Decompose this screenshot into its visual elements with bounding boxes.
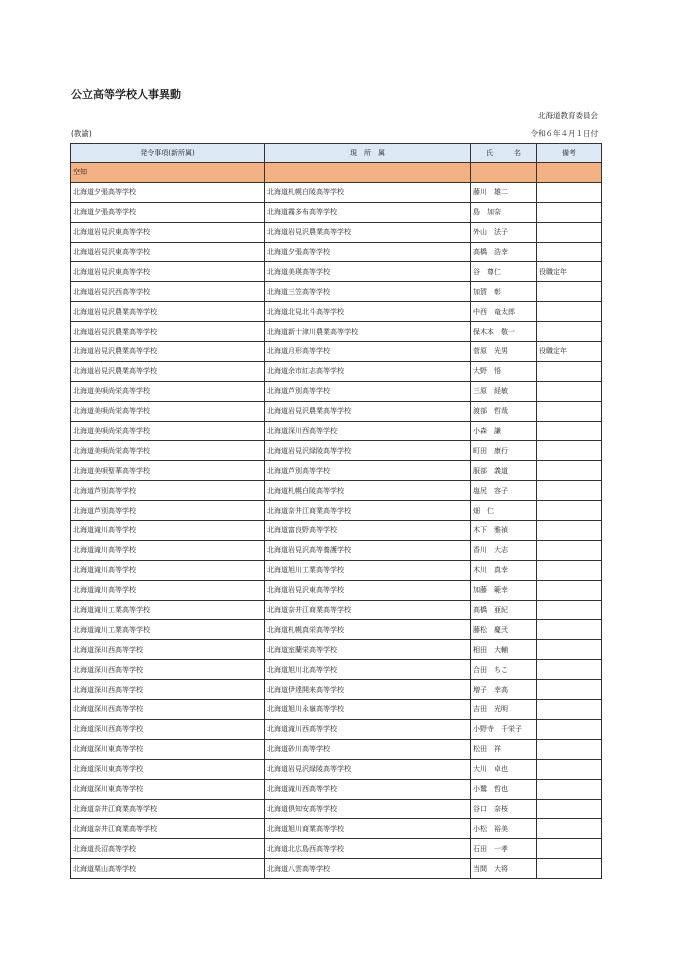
cell-current-post: 北海道滝川西高等学校: [265, 719, 471, 739]
table-row: [71, 739, 602, 759]
table-row: [71, 640, 602, 660]
cell-current-post: 北海道北広島西高等学校: [265, 839, 471, 859]
cell-current-post: 北海道旭川工業高等学校: [265, 560, 471, 580]
cell-remarks: [537, 839, 602, 859]
cell-current-post: 北海道芦別高等学校: [265, 381, 471, 401]
effective-date: 令和６年４月１日付: [530, 129, 598, 138]
cell-name: 保木本 敬一: [471, 322, 537, 342]
table-row: [71, 660, 602, 680]
cell-current-post: 北海道岩見沢東高等学校: [265, 580, 471, 600]
table-row: [71, 441, 602, 461]
cell-new-post: 北海道長沼高等学校: [71, 839, 265, 859]
cell-current-post: 北海道札幌白陵高等学校: [265, 182, 471, 202]
cell-new-post: 北海道芦別高等学校: [71, 501, 265, 521]
cell-name: 大野 悟: [471, 361, 537, 381]
table-row: [71, 521, 602, 541]
cell-current-post: 北海道岩見沢農業高等学校: [265, 222, 471, 242]
table-row: [71, 620, 602, 640]
cell-name: 加賀 彰: [471, 282, 537, 302]
cell-new-post: 北海道岩見沢東高等学校: [71, 242, 265, 262]
table-header: [71, 144, 602, 163]
table-row: [71, 342, 602, 362]
cell-new-post: 北海道深川西高等学校: [71, 640, 265, 660]
cell-new-post: 北海道滝川高等学校: [71, 560, 265, 580]
cell-name: 大川 卓也: [471, 759, 537, 779]
cell-new-post: 北海道深川東高等学校: [71, 779, 265, 799]
table-row: [71, 600, 602, 620]
cell-name: 藤松 慶弐: [471, 620, 537, 640]
cell-current-post: 北海道月形高等学校: [265, 342, 471, 362]
table-row: [71, 759, 602, 779]
table-row: [71, 839, 602, 859]
cell-name: 香川 大志: [471, 540, 537, 560]
table-row: [71, 859, 602, 879]
cell-new-post: 北海道岩見沢農業高等学校: [71, 361, 265, 381]
cell-current-post: 北海道富良野高等学校: [265, 521, 471, 541]
cell-new-post: 北海道滝川工業高等学校: [71, 600, 265, 620]
cell-new-post: 北海道深川西高等学校: [71, 660, 265, 680]
cell-remarks: [537, 282, 602, 302]
cell-remarks: [537, 799, 602, 819]
cell-remarks: [537, 759, 602, 779]
table-row: [71, 501, 602, 521]
cell-name: 谷口 奈桜: [471, 799, 537, 819]
cell-remarks: [537, 202, 602, 222]
cell-current-post: 北海道岩見沢高等養護学校: [265, 540, 471, 560]
cell-new-post: 北海道岩見沢東高等学校: [71, 222, 265, 242]
cell-new-post: 北海道深川西高等学校: [71, 680, 265, 700]
cell-new-post: 北海道美唄聖華高等学校: [71, 461, 265, 481]
cell-remarks: [537, 819, 602, 839]
cell-name: 石田 一孝: [471, 839, 537, 859]
cell-current-post: 北海道美瑛高等学校: [265, 262, 471, 282]
cell-remarks: [537, 242, 602, 262]
cell-remarks: [537, 302, 602, 322]
cell-new-post: 北海道深川西高等学校: [71, 719, 265, 739]
cell-name: 菅原 光男: [471, 342, 537, 362]
cell-current-post: 北海道岩見沢緑陵高等学校: [265, 441, 471, 461]
cell-new-post: 北海道深川東高等学校: [71, 759, 265, 779]
cell-current-post: 北海道旭川永嶺高等学校: [265, 700, 471, 720]
cell-remarks: [537, 421, 602, 441]
cell-name: 当間 大将: [471, 859, 537, 879]
cell-current-post: 北海道北見北斗高等学校: [265, 302, 471, 322]
table-row: [71, 282, 602, 302]
table-row: [71, 481, 602, 501]
cell-current-post: 北海道滝川西高等学校: [265, 779, 471, 799]
cell-current-post: 北海道余市紅志高等学校: [265, 361, 471, 381]
cell-new-post: 北海道岩見沢農業高等学校: [71, 322, 265, 342]
table-row: [71, 799, 602, 819]
cell-new-post: 北海道滝川高等学校: [71, 521, 265, 541]
cell-remarks: 役職定年: [537, 342, 602, 362]
table-row: [71, 242, 602, 262]
cell-name: 島 加奈: [471, 202, 537, 222]
cell-new-post: 北海道深川東高等学校: [71, 739, 265, 759]
cell-new-post: 北海道奈井江商業高等学校: [71, 799, 265, 819]
table-row: [71, 262, 602, 282]
region-row: [71, 163, 602, 183]
cell-current-post: 北海道芦別高等学校: [265, 461, 471, 481]
cell-name: 木下 雅禎: [471, 521, 537, 541]
table-row: [71, 700, 602, 720]
cell-remarks: [537, 700, 602, 720]
cell-current-post: 北海道旭川商業高等学校: [265, 819, 471, 839]
cell-new-post: 北海道夕張高等学校: [71, 202, 265, 222]
cell-current-post: 北海道伊達開来高等学校: [265, 680, 471, 700]
cell-remarks: [537, 640, 602, 660]
cell-current-post: 北海道岩見沢緑陵高等学校: [265, 759, 471, 779]
cell-new-post: 北海道芦別高等学校: [71, 481, 265, 501]
cell-new-post: 北海道美唄尚栄高等学校: [71, 421, 265, 441]
table-row: [71, 182, 602, 202]
cell-remarks: [537, 401, 602, 421]
table-row: [71, 779, 602, 799]
table-row: [71, 719, 602, 739]
cell-remarks: [537, 739, 602, 759]
cell-new-post: 北海道美唄尚栄高等学校: [71, 381, 265, 401]
col-name: 氏 名: [471, 144, 537, 163]
organization: 北海道教育委員会: [538, 111, 598, 120]
cell-name: 松田 祥: [471, 739, 537, 759]
table-row: [71, 421, 602, 441]
cell-current-post: 北海道夕張高等学校: [265, 242, 471, 262]
table-row: [71, 302, 602, 322]
cell-name: 小森 謙: [471, 421, 537, 441]
cell-current-post: 北海道新十津川農業高等学校: [265, 322, 471, 342]
cell-current-post: 北海道岩見沢農業高等学校: [265, 401, 471, 421]
cell-remarks: [537, 501, 602, 521]
cell-remarks: [537, 680, 602, 700]
cell-name: 畑 仁: [471, 501, 537, 521]
cell-name: 小鷲 哲也: [471, 779, 537, 799]
cell-remarks: [537, 859, 602, 879]
page-title: 公立高等学校人事異動: [71, 88, 181, 101]
table-row: [71, 322, 602, 342]
col-current-post: 現 所 属: [265, 144, 471, 163]
cell-remarks: [537, 620, 602, 640]
table-row: [71, 381, 602, 401]
cell-current-post: 北海道室蘭栄高等学校: [265, 640, 471, 660]
cell-name: 服部 義道: [471, 461, 537, 481]
cell-name: 谷 尊仁: [471, 262, 537, 282]
cell-current-post: 北海道奈井江商業高等学校: [265, 600, 471, 620]
cell-current-post: 北海道旭川北高等学校: [265, 660, 471, 680]
cell-name: 加藤 範幸: [471, 580, 537, 600]
cell-new-post: 北海道栗山高等学校: [71, 859, 265, 879]
cell-new-post: 北海道深川西高等学校: [71, 700, 265, 720]
cell-current-post: 北海道倶知安高等学校: [265, 799, 471, 819]
cell-remarks: [537, 580, 602, 600]
cell-name: 小松 裕美: [471, 819, 537, 839]
cell-current-post: 北海道霧多布高等学校: [265, 202, 471, 222]
cell-new-post: 北海道岩見沢農業高等学校: [71, 342, 265, 362]
cell-current-post: 北海道札幌白陵高等学校: [265, 481, 471, 501]
category-label: (教諭): [71, 129, 92, 138]
cell-remarks: [537, 779, 602, 799]
cell-remarks: [537, 361, 602, 381]
cell-remarks: [537, 322, 602, 342]
table-row: [71, 461, 602, 481]
cell-new-post: 北海道岩見沢農業高等学校: [71, 302, 265, 322]
cell-new-post: 北海道滝川工業高等学校: [71, 620, 265, 640]
cell-name: 町田 康行: [471, 441, 537, 461]
cell-current-post: 北海道砂川高等学校: [265, 739, 471, 759]
cell-name: 藤川 雄二: [471, 182, 537, 202]
table-row: [71, 680, 602, 700]
cell-remarks: [537, 719, 602, 739]
cell-remarks: [537, 481, 602, 501]
cell-name: 渡部 哲哉: [471, 401, 537, 421]
cell-new-post: 北海道奈井江商業高等学校: [71, 819, 265, 839]
table-row: [71, 819, 602, 839]
cell-remarks: [537, 660, 602, 680]
cell-remarks: [537, 600, 602, 620]
cell-remarks: [537, 381, 602, 401]
cell-current-post: 北海道札幌真栄高等学校: [265, 620, 471, 640]
cell-name: 塩尻 容子: [471, 481, 537, 501]
cell-name: 高橋 亜紀: [471, 600, 537, 620]
cell-current-post: 北海道奈井江商業高等学校: [265, 501, 471, 521]
cell-current-post: 北海道三笠高等学校: [265, 282, 471, 302]
cell-new-post: 北海道滝川高等学校: [71, 540, 265, 560]
cell-remarks: [537, 441, 602, 461]
table-row: [71, 540, 602, 560]
cell-name: 小野寺 千栄子: [471, 719, 537, 739]
cell-new-post: 北海道岩見沢西高等学校: [71, 282, 265, 302]
table-row: [71, 401, 602, 421]
cell-current-post: 北海道深川西高等学校: [265, 421, 471, 441]
cell-name: 高橋 浩幸: [471, 242, 537, 262]
cell-remarks: [537, 560, 602, 580]
region-label: 空知: [71, 163, 265, 183]
personnel-table: [70, 143, 602, 879]
cell-remarks: [537, 540, 602, 560]
cell-remarks: [537, 521, 602, 541]
cell-remarks: 役職定年: [537, 262, 602, 282]
table-row: [71, 361, 602, 381]
cell-name: 相田 大輔: [471, 640, 537, 660]
cell-name: 外山 法子: [471, 222, 537, 242]
cell-current-post: 北海道八雲高等学校: [265, 859, 471, 879]
cell-remarks: [537, 222, 602, 242]
cell-new-post: 北海道岩見沢東高等学校: [71, 262, 265, 282]
cell-remarks: [537, 461, 602, 481]
cell-name: 三原 経敏: [471, 381, 537, 401]
table-row: [71, 202, 602, 222]
col-remarks: 備考: [537, 144, 602, 163]
table-row: [71, 560, 602, 580]
cell-name: 吉田 光明: [471, 700, 537, 720]
table-row: [71, 222, 602, 242]
cell-name: 合田 ちこ: [471, 660, 537, 680]
table-row: [71, 580, 602, 600]
cell-name: 木川 真幸: [471, 560, 537, 580]
cell-new-post: 北海道美唄尚栄高等学校: [71, 441, 265, 461]
cell-new-post: 北海道滝川高等学校: [71, 580, 265, 600]
cell-new-post: 北海道夕張高等学校: [71, 182, 265, 202]
cell-new-post: 北海道美唄尚栄高等学校: [71, 401, 265, 421]
cell-name: 中西 竜太郎: [471, 302, 537, 322]
cell-name: 増子 幸高: [471, 680, 537, 700]
cell-remarks: [537, 182, 602, 202]
col-new-post: 発令事項(新所属): [71, 144, 265, 163]
